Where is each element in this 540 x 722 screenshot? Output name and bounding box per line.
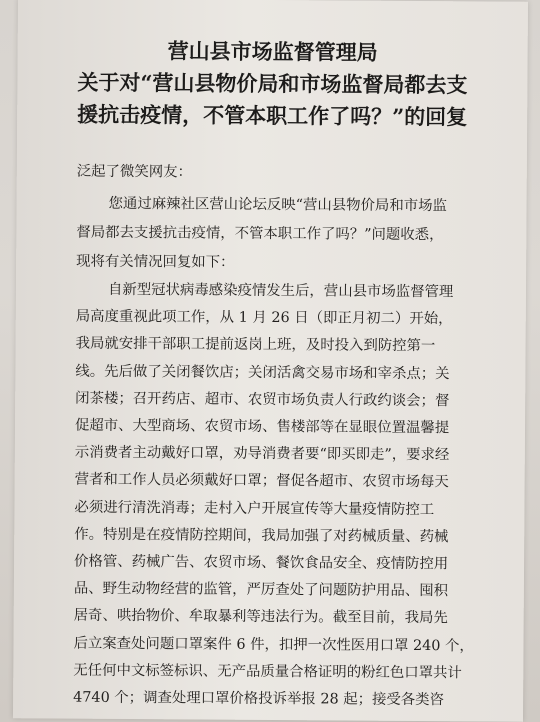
paragraph-2-line: 示消费者主动戴好口罩，劝导消费者要“即买即走”，要求经 [74, 444, 450, 464]
paragraph-2-line: 自新型冠状病毒感染疫情发生后，营山县市场监督管理 [107, 281, 454, 301]
document-title-line-1: 营山县市场监督管理局 [167, 38, 378, 65]
paragraph-2-line: 后立案查处问题口罩案件 6 件，扣押一次性医用口罩 240 个， [73, 635, 474, 655]
paragraph-1-line: 您通过麻辣社区营山论坛反映“营山县物价局和市场监 [108, 195, 447, 215]
paragraph-2-line: 无任何中文标签标识、无产品质量合格证明的粉红色口罩共计 [73, 662, 462, 682]
paragraph-1-line: 现将有关情况回复如下： [76, 253, 235, 271]
paragraph-1-line: 督局都去支援抗击疫情，不管本职工作了吗？”问题收悉， [76, 224, 444, 244]
paragraph-2-line: 促超市、大型商场、农贸市场、售楼部等在显眼位置温馨提 [74, 417, 450, 437]
paragraph-2-line: 闭茶楼；召开药店、超市、农贸市场负责人行政约谈会；督 [75, 390, 450, 410]
paragraph-2-line: 必须进行清洗消毒；走村入户开展宣传等大量疫情防控工 [74, 499, 435, 518]
paragraph-2-line: 线。先后做了关闭餐饮店；关闭活禽交易市场和宰杀点；关 [75, 363, 450, 382]
salutation: 泛起了微笑网友： [76, 163, 192, 181]
paragraph-2-line: 我局就安排干部职工提前返岗上班，及时投入到防控第一 [75, 336, 436, 355]
paragraph-2-line: 4740 个；调查处理口罩价格投诉举报 28 起；接受各类咨 [73, 689, 445, 709]
document-title-line-3: 援抗击疫情，不管本职工作了吗？”的回复 [77, 101, 468, 130]
paragraph-2-line: 营者和工作人员必须戴好口罩；督促各超市、农贸市场每天 [74, 472, 449, 491]
document-page [13, 0, 528, 722]
paragraph-2-line: 价格管、药械广告、农贸市场、餐饮食品安全、疫情防控用 [74, 553, 449, 573]
paragraph-2-line: 局高度重视此项工作，从 1 月 26 日（即正月初二）开始， [75, 308, 453, 328]
paragraph-2-line: 作。特别是在疫情防控期间，我局加强了对药械质量、药械 [74, 526, 449, 546]
document-title-line-2: 关于对“营山县物价局和市场监督局都去支 [77, 69, 468, 98]
paragraph-2-line: 居奇、哄抬物价、牟取暴利等违法行为。截至目前，我局先 [73, 608, 448, 627]
paragraph-2-line: 品、野生动物经营的监管，严厉查处了问题防护用品、囤积 [73, 580, 449, 600]
